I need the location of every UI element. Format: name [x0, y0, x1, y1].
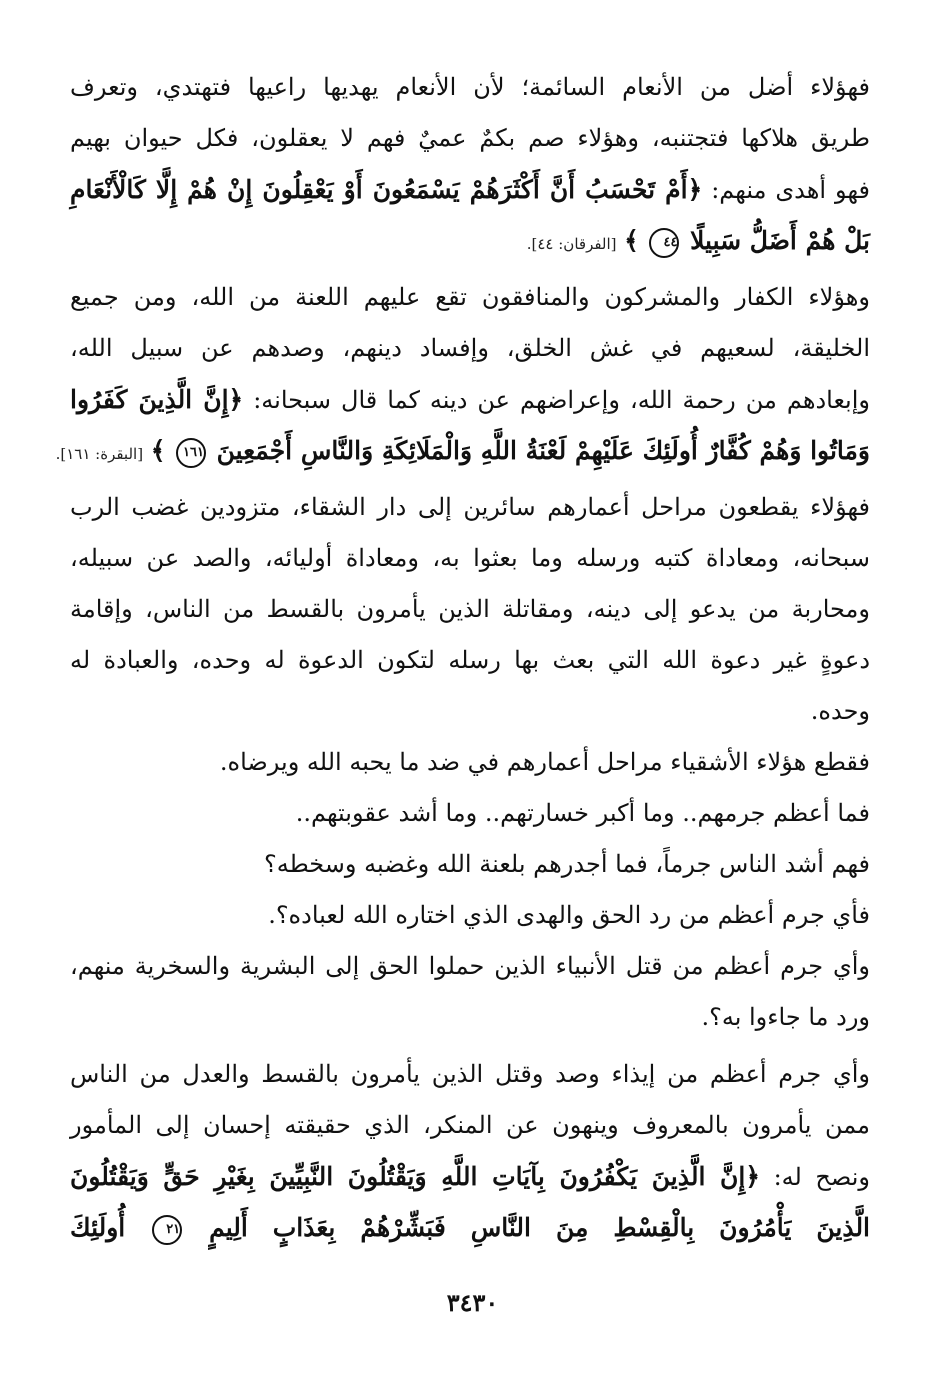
quran-bracket: ﴾ — [150, 436, 166, 465]
quran-verse: وَمَاتُوا وَهُمْ كُفَّارٌ أُولَئِكَ عَلَيْهِمْ لَعْنَةُ اللَّهِ وَالْمَلَائِكَةِ وَالنَّاسِ أَجْمَعِينَ — [216, 436, 870, 465]
text-line — [70, 164, 870, 215]
text-line — [55, 425, 870, 476]
text-line: الخليقة، لسعيهم في غش الخلق، وإفساد دينهم، وصدهم عن سبيل الله، — [70, 334, 870, 362]
text-line — [70, 215, 870, 266]
verse-reference: [الفرقان: ٤٤]. — [526, 235, 617, 253]
text-line: وأي جرم أعظم من قتل الأنبياء الذين حملوا الحق إلى البشرية والسخرية منهم، — [70, 952, 870, 980]
text-line: سبحانه، ومعاداة كتبه ورسله وما بعثوا به، ومعاداة أوليائه، والصد عن سبيله، — [70, 544, 870, 572]
ayah-number-marker: ٢١ — [152, 1215, 182, 1245]
text-line — [70, 374, 870, 425]
text-line: وحده. — [810, 697, 870, 725]
text-line: فهؤلاء أضل من الأنعام السائمة؛ لأن الأنعام يهديها راعيها فتهتدي، وتعرف — [70, 73, 870, 101]
quran-verse: بَلْ هُمْ أَضَلُّ سَبِيلًا — [690, 226, 870, 255]
text-line: وهؤلاء الكفار والمشركون والمنافقون تقع عليهم اللعنة من الله، ومن جميع — [70, 283, 870, 311]
ayah-number-marker: ٤٤ — [649, 228, 679, 258]
page-number: ٣٤٣٠ — [446, 1288, 499, 1317]
text-fragment: وإبعادهم من رحمة الله، وإعراضهم عن دينه كما قال سبحانه: — [253, 386, 870, 414]
text-line: فما أعظم جرمهم.. وما أكبر خسارتهم.. وما أشد عقوبتهم.. — [295, 799, 870, 827]
text-line: ورد ما جاءوا به؟. — [701, 1003, 870, 1031]
quran-verse: ﴿إِنَّ الَّذِينَ كَفَرُوا — [70, 385, 244, 414]
text-line: وأي جرم أعظم من إيذاء وصد وقتل الذين يأمرون بالقسط والعدل من الناس — [70, 1060, 870, 1088]
ayah-number-marker: ١٦١ — [176, 438, 206, 468]
text-line: فهؤلاء يقطعون مراحل أعمارهم سائرين إلى دار الشقاء، متزودين غضب الرب — [70, 493, 870, 521]
text-line: فقطع هؤلاء الأشقياء مراحل أعمارهم في ضد ما يحبه الله ويرضاه. — [219, 748, 870, 776]
text-line — [70, 1202, 870, 1253]
text-line: فهم أشد الناس جرماً، فما أجدرهم بلعنة الله وغضبه وسخطه؟ — [264, 850, 870, 878]
text-line: دعوةٍ غير دعوة الله التي بعث بها رسله لتكون الدعوة له وحده، والعبادة له — [70, 646, 871, 674]
text-line: ومحاربة من يدعو إلى دينه، ومقاتلة الذين يأمرون بالقسط من الناس، وإقامة — [70, 595, 870, 623]
quran-verse: ﴿أَمْ تَحْسَبُ أَنَّ أَكْثَرَهُمْ يَسْمَعُونَ أَوْ يَعْقِلُونَ إِنْ هُمْ إِلَّا كَالْأَنْعَامِ — [70, 175, 703, 204]
quran-verse: أُولَئِكَ — [70, 1213, 126, 1242]
verse-reference: [البقرة: ١٦١]. — [55, 445, 144, 463]
text-fragment: ونصح له: — [773, 1163, 871, 1191]
text-line — [70, 1151, 870, 1202]
text-fragment: فهو أهدى منهم: — [711, 176, 870, 204]
text-line: ممن يأمرون بالمعروف وينهون عن المنكر، الذي حقيقته إحسان إلى المأمور — [70, 1111, 870, 1139]
quran-bracket: ﴾ — [624, 226, 639, 255]
text-line: طريق هلاكها فتجتنبه، وهؤلاء صم بكمٌ عميٌ فهم لا يعقلون، فكل حيوان بهيم — [70, 124, 870, 152]
text-line: فأي جرم أعظم من رد الحق والهدى الذي اختاره الله لعباده؟. — [268, 901, 870, 929]
page-body — [55, 62, 871, 1253]
quran-verse: ﴿إِنَّ الَّذِينَ يَكْفُرُونَ بِآيَاتِ اللَّهِ وَيَقْتُلُونَ النَّبِيِّينَ بِغَيْرِ حَقٍّ وَيَقْتُلُونَ — [70, 1162, 761, 1191]
quran-verse: الَّذِينَ يَأْمُرُونَ بِالْقِسْطِ مِنَ النَّاسِ فَبَشِّرْهُمْ بِعَذَابٍ أَلِيمٍ — [209, 1213, 871, 1242]
